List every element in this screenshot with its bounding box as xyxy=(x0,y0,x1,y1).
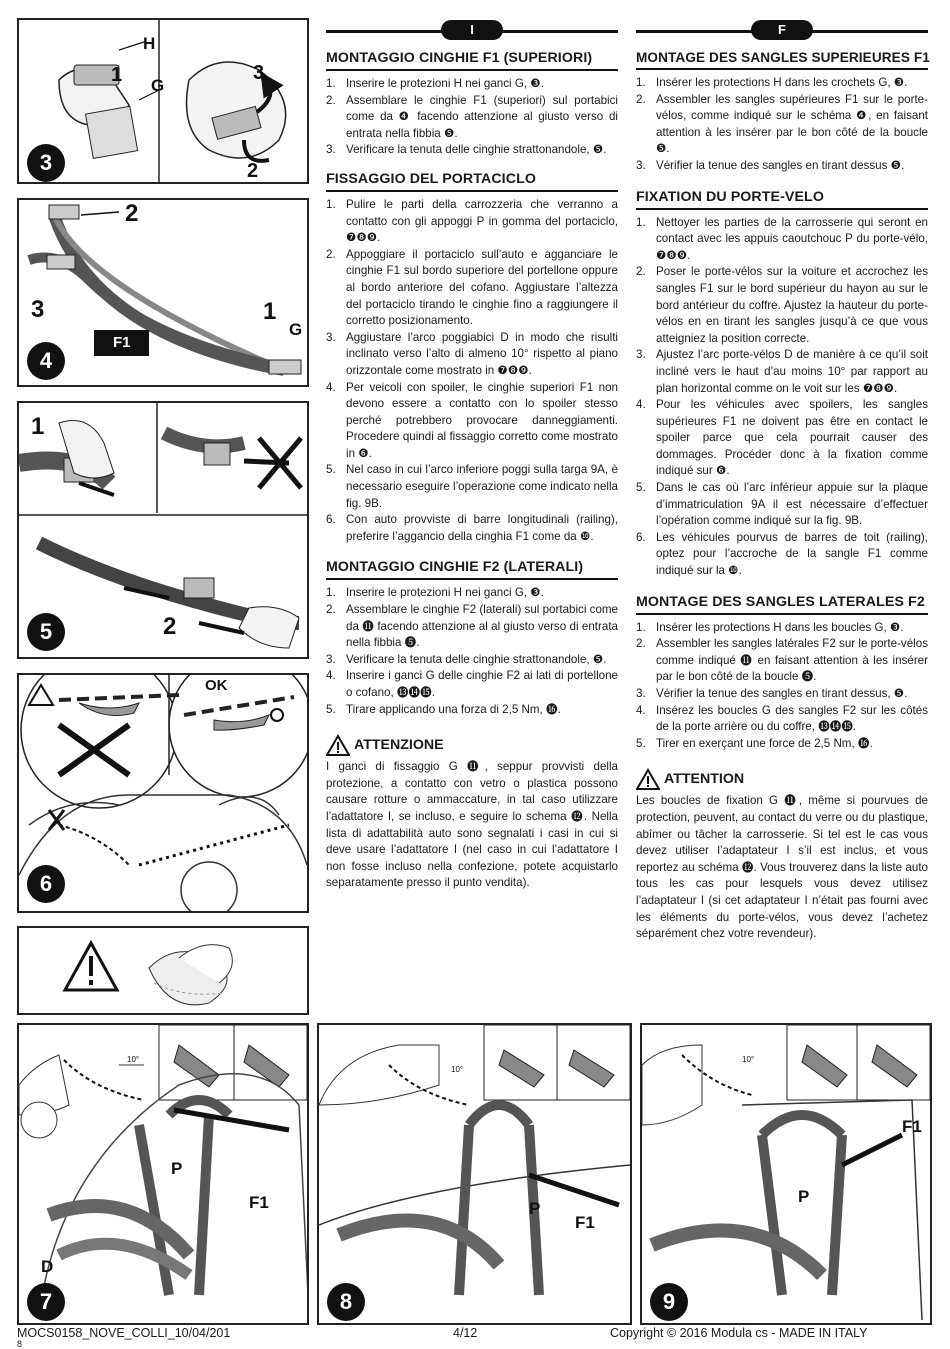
fr-section-f2-list xyxy=(636,620,928,753)
footer-page-number: 4/12 xyxy=(453,1326,478,1340)
list-item: 5. Tirer en exerçant une force de 2,5 Nm, ⓰. xyxy=(636,736,873,750)
figure-5 xyxy=(17,401,309,659)
fig3-label-3: 3 xyxy=(253,62,265,84)
italian-language-bar xyxy=(326,20,618,42)
fig8-angle-label: 10° xyxy=(451,1065,464,1074)
list-item: 4. Per veicoli con spoiler, le cinghie superiori F1 non devono essere a contatto con lo spoiler stesso perché potrebbero provocare danneggiamenti. Procedere quindi al fissaggio corretto come mostrato in ❻. xyxy=(326,380,618,460)
fig3-label-1: 1 xyxy=(111,64,123,86)
list-item: 5. Nel caso in cui l’arco inferiore poggi sulla targa 9A, è necessario eseguire l’operazione come indicato nella fig. 9B. xyxy=(326,463,618,510)
figure-6-number-badge: 6 xyxy=(27,865,65,903)
figure-4-number-badge: 4 xyxy=(27,342,65,380)
list-item: 1. Inserire le protezioni H nei ganci G, ❸. xyxy=(326,586,544,600)
figure-8-number-badge: 8 xyxy=(327,1283,365,1321)
list-item: 2. Appoggiare il portaciclo sull’auto e agganciare le cinghie F1 sul bordo superiore del portellone oppure al bordo anteriore del cofano. Aggiustare l’altezza del portaciclo tirando le cinghie fino a raggiungere il corretto posizionamento. xyxy=(326,247,618,328)
fig7-label-f1: F1 xyxy=(249,1193,269,1212)
fr-section-f1-list xyxy=(636,75,928,175)
list-item: 1. Inserire le protezioni H nei ganci G, ❸. xyxy=(326,77,544,90)
fr-warning-title: ATTENTION xyxy=(664,771,745,788)
italian-column xyxy=(326,20,618,892)
list-item: 1. Pulire le parti della carrozzeria che verranno a contatto con gli appoggi P in gomma del portaciclo, ❼❽❾. xyxy=(326,197,618,245)
figure-7-number-badge: 7 xyxy=(27,1283,65,1321)
list-item: 2. Assembler les sangles supérieures F1 sur le porte-vélos, comme indiqué sur le schéma ❹, en faisant attention à les insérer par le bon côté de la boucle ❺. xyxy=(636,92,928,156)
list-item: 1. Insérer les protections H dans les crochets G, ❸. xyxy=(636,76,908,89)
it-section-f1-list xyxy=(326,76,618,159)
italian-language-tag: I xyxy=(441,20,503,40)
figure-8 xyxy=(317,1023,632,1325)
list-item: 2. Assemblare le cinghie F2 (laterali) sul portabici come da ⓫ facendo attenzione al al giusto verso di entrata nella fibbia ❺. xyxy=(326,603,618,650)
list-item: 5. Tirare applicando una forza di 2,5 Nm, ⓰. xyxy=(326,702,561,716)
list-item: 4. Insérez les boucles G des sangles F2 sur les côtés de la porte arrière ou du coffre, ⓭⓮⓯. xyxy=(636,703,928,734)
fig7-label-d: D xyxy=(41,1257,54,1276)
list-item: 3. Vérifier la tenue des sangles en tirant dessus, ❺. xyxy=(636,687,908,700)
figure-7 xyxy=(17,1023,309,1325)
list-item: 1. Nettoyer les parties de la carrosserie qui seront en contact avec les appuis caoutchouc P du porte-vélo, ❼❽❾. xyxy=(636,215,928,262)
it-section-f2-title: MONTAGGIO CINGHIE F2 (LATERALI) xyxy=(326,559,618,580)
list-item: 6. Con auto provviste di barre longitudinali (railing), preferire l’aggancio della cinghia F1 come da ❿. xyxy=(326,513,618,543)
list-item: 3. Ajustez l’arc porte-vélos D de manière à ce qu’il soit incliné vers le haut d’au moins 10° par rapport au plan horizontal comme on le voit sur les ❼❽❾. xyxy=(636,348,928,395)
fig8-label-f1: F1 xyxy=(575,1213,595,1232)
fig3-label-g: G xyxy=(151,76,165,95)
list-item: 3. Vérifier la tenue des sangles en tirant dessus ❺. xyxy=(636,158,905,172)
fig7-angle-label: 10° xyxy=(127,1055,140,1064)
fig8-label-p: P xyxy=(529,1199,541,1218)
fig4-label-1: 1 xyxy=(263,298,277,325)
it-section-fixing-title: FISSAGGIO DEL PORTACICLO xyxy=(326,171,618,192)
fig4-label-3: 3 xyxy=(31,296,45,323)
figure-8-illustration xyxy=(319,1025,630,1323)
list-item: 3. Verificare la tenuta delle cinghie strattonandole, ❺. xyxy=(326,143,607,157)
it-section-f1-title: MONTAGGIO CINGHIE F1 (SUPERIORI) xyxy=(326,50,618,71)
list-item: 3. Aggiustare l’arco poggiabici D in modo che risulti inclinato verso l’alto di almeno 10° rispetto al piano orizzontale come mostrato in ❼❽❾. xyxy=(326,330,618,377)
it-section-fixing-list xyxy=(326,197,618,545)
fig6-label-ok: OK xyxy=(205,677,228,694)
fig5-label-2: 2 xyxy=(163,613,177,640)
figure-3-number-badge: 3 xyxy=(27,144,65,182)
it-warning-heading xyxy=(326,734,618,756)
fr-section-fixing-list xyxy=(636,215,928,580)
fig7-label-p: P xyxy=(171,1159,183,1178)
fig9-angle-label: 10° xyxy=(742,1055,755,1064)
list-item: 2. Assembler les sangles latérales F2 sur le porte-vélos comme indiqué ⓫ en faisant attention à les insérer par le bon côté de la boucle ❺. xyxy=(636,637,928,684)
fig9-label-p: P xyxy=(798,1187,810,1206)
figure-7-illustration xyxy=(19,1025,307,1323)
footer-copyright: Copyright © 2016 Modula cs - MADE IN ITALY xyxy=(610,1326,868,1340)
figure-9-number-badge: 9 xyxy=(650,1283,688,1321)
figure-5-number-badge: 5 xyxy=(27,613,65,651)
fr-section-f1-title: MONTAGE DES SANGLES SUPERIEURES F1 xyxy=(636,50,928,70)
list-item: 1. Insérer les protections H dans les boucles G, ❸. xyxy=(636,620,904,634)
figure-4 xyxy=(17,198,309,387)
list-item: 5. Dans le cas où l’arc inférieur appuie sur la plaque d’immatriculation 9A il est nécessaire d’effectuer l’opération comme indiqué sur la fig. 9B. xyxy=(636,481,928,528)
fig3-label-2: 2 xyxy=(247,160,259,182)
fig4-label-f1: F1 xyxy=(113,334,131,351)
fr-section-fixing-title: FIXATION DU PORTE-VELO xyxy=(636,189,928,210)
list-item: 6. Les véhicules pourvus de barres de toit (railing), optez pour l’accroche de la sangle F1 comme indiqué sur la ❿. xyxy=(636,530,928,578)
fr-section-f2-title: MONTAGE DES SANGLES LATERALES F2 xyxy=(636,594,928,615)
fig4-label-g: G xyxy=(289,320,303,339)
warning-triangle-icon xyxy=(636,768,660,790)
it-warning-text: I ganci di fissaggio G ⓫, seppur provvisti della protezione, a contatto con vetro o plastica possono causare rotture o ammaccature, in tal caso utilizzare l’adattatore I, se incluso, e seguire lo schema ⓬. Nella lista di adattabilità auto sono segnalati i casi in cui si deve usare l’adattatore I (nel caso in cui l’adattatore I non fosse incluso nella confezione, potete acquistarlo separatamente presso il punto vendita). xyxy=(326,760,618,890)
list-item: 2. Assemblare le cinghie F1 (superiori) sul portabici come da ❹ facendo attenzione al giusto verso di entrata nella fibbia ❺. xyxy=(326,93,618,140)
figure-9 xyxy=(640,1023,932,1325)
cleaning-warning-illustration xyxy=(19,928,307,1013)
fig9-label-f1: F1 xyxy=(902,1117,922,1136)
figure-warning-cleaning xyxy=(17,926,309,1015)
fig4-label-2: 2 xyxy=(125,200,139,227)
french-column xyxy=(636,20,928,943)
french-language-tag: F xyxy=(751,20,813,40)
list-item: 2. Poser le porte-vélos sur la voiture et accrochez les sangles F1 sur le bord supérieur du hayon au sur le bord antérieur du coffre. Ajustez la hauteur du porte-vélos en en tirant les sangles jusqu’à ce que vous atteigniez la position correcte. xyxy=(636,265,928,345)
footer-doc-code-overflow: 8 xyxy=(17,1339,23,1349)
figure-9-illustration xyxy=(642,1025,930,1323)
fr-warning-text: Les boucles de fixation G ⓫, même si pourvues de protection, peuvent, au contact du verre ou du plastique, abîmer ou tâcher la carrosserie. Si tel est le cas vous devez utiliser l’adaptateur I s’il est inclus, et vous reportez au schéma ⓬. Vous trouverez dans la liste auto tous les cas pour lesquels vous devez utilisez l’adaptateur I (si cet adaptateur I n’était pas fourni avec les éléments du porte-vélos, vous devez l’achetez séparément chez votre revendeur). xyxy=(636,794,928,941)
footer-doc-code: MOCS0158_NOVE_COLLI_10/04/201 xyxy=(17,1326,231,1340)
it-section-f2-list xyxy=(326,585,618,718)
it-warning-title: ATTENZIONE xyxy=(354,737,444,754)
figure-3 xyxy=(17,18,309,184)
fig3-label-h: H xyxy=(143,34,156,53)
warning-triangle-icon xyxy=(326,734,350,756)
french-language-bar xyxy=(636,20,928,42)
figure-6 xyxy=(17,673,309,913)
fig5-label-1: 1 xyxy=(31,413,45,440)
fr-warning-heading xyxy=(636,768,928,790)
list-item: 3. Verificare la tenuta delle cinghie strattonandole, ❺. xyxy=(326,652,607,666)
list-item: 4. Inserire i ganci G delle cinghie F2 ai lati di portellone o cofano, ⓭⓮⓯. xyxy=(326,669,618,699)
list-item: 4. Pour les véhicules avec spoilers, les sangles supérieures F1 ne doivent pas être en contact le spoiler parce que cela pourrait causer des dommages. Procéder donc à la fixation comme indiqué sur ❻. xyxy=(636,398,928,478)
